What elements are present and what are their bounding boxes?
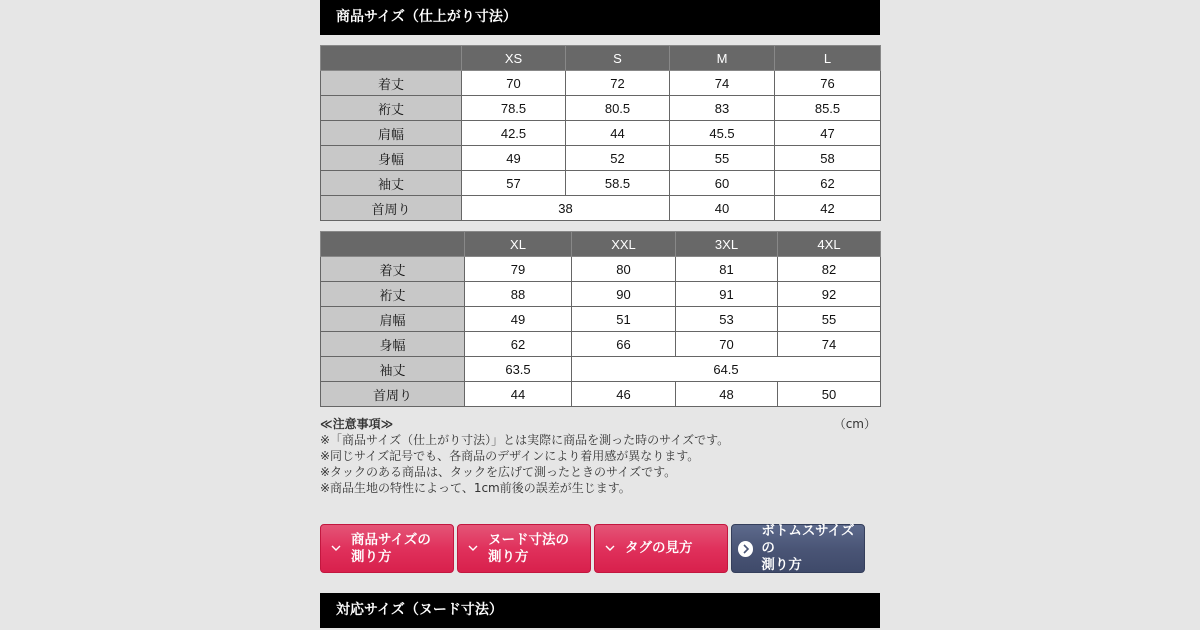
table-cell: 42.5	[462, 121, 566, 146]
size-header: XXL	[572, 232, 676, 257]
table-cell: 90	[572, 282, 676, 307]
table-cell: 79	[465, 257, 572, 282]
table-row	[321, 282, 881, 307]
table-cell: 46	[572, 382, 676, 407]
table-cell: 52	[566, 146, 670, 171]
table-cell: 62	[775, 171, 881, 196]
size-table-1	[320, 45, 881, 221]
size-header: XL	[465, 232, 572, 257]
how-to-read-tag-button[interactable]	[594, 524, 728, 573]
table-cell: 85.5	[775, 96, 881, 121]
table-cell: 83	[670, 96, 775, 121]
table-row	[321, 121, 881, 146]
table-cell: 57	[462, 171, 566, 196]
table-cell: 62	[465, 332, 572, 357]
table-cell: 40	[670, 196, 775, 221]
button-label-line1: ヌード寸法の	[488, 531, 569, 548]
unit-label: （cm）	[833, 417, 876, 431]
table-cell: 60	[670, 171, 775, 196]
table-cell: 50	[778, 382, 881, 407]
table-row	[321, 257, 881, 282]
measure-bottoms-size-button[interactable]	[731, 524, 865, 573]
row-label: 着丈	[321, 71, 462, 96]
row-label: 袖丈	[321, 171, 462, 196]
table-cell: 80.5	[566, 96, 670, 121]
chevron-down-icon	[603, 542, 617, 556]
size-header: M	[670, 46, 775, 71]
row-label: 裄丈	[321, 96, 462, 121]
table-cell: 63.5	[465, 357, 572, 382]
button-label-line1: 商品サイズの	[351, 531, 431, 548]
table-cell: 82	[778, 257, 881, 282]
next-section-title: 対応サイズ（ヌード寸法）	[320, 593, 880, 628]
table-cell: 91	[676, 282, 778, 307]
table-cell: 72	[566, 71, 670, 96]
size-table-2	[320, 231, 881, 407]
notes-heading: ≪注意事項≫	[320, 417, 394, 431]
table-cell: 51	[572, 307, 676, 332]
table-row	[321, 96, 881, 121]
row-label: 首周り	[321, 196, 462, 221]
table-cell: 70	[676, 332, 778, 357]
table-cell: 42	[775, 196, 881, 221]
measure-product-size-button[interactable]	[320, 524, 454, 573]
table-cell: 81	[676, 257, 778, 282]
size-header: 3XL	[676, 232, 778, 257]
table-cell: 88	[465, 282, 572, 307]
circle-arrow-right-icon	[738, 541, 753, 557]
row-label: 着丈	[321, 257, 465, 282]
table-cell: 55	[778, 307, 881, 332]
table-row	[321, 332, 881, 357]
table-row	[321, 146, 881, 171]
table-cell: 47	[775, 121, 881, 146]
table-header-row	[321, 46, 881, 71]
row-label: 肩幅	[321, 121, 462, 146]
note-line: ※商品生地の特性によって、1cm前後の誤差が生じます。	[320, 481, 631, 495]
note-line: ※「商品サイズ（仕上がり寸法）」とは実際に商品を測った時のサイズです。	[320, 433, 730, 447]
table-cell: 70	[462, 71, 566, 96]
table-cell: 80	[572, 257, 676, 282]
table-cell: 78.5	[462, 96, 566, 121]
table-cell: 44	[566, 121, 670, 146]
row-label: 袖丈	[321, 357, 465, 382]
table-cell: 44	[465, 382, 572, 407]
size-header: 4XL	[778, 232, 881, 257]
size-header: S	[566, 46, 670, 71]
table-cell: 58.5	[566, 171, 670, 196]
table-row	[321, 307, 881, 332]
table-row	[321, 357, 881, 382]
header-corner	[321, 46, 462, 71]
table-cell: 48	[676, 382, 778, 407]
size-header: XS	[462, 46, 566, 71]
measure-nude-size-button[interactable]	[457, 524, 591, 573]
header-corner	[321, 232, 465, 257]
button-label-line1: ボトムスサイズの	[761, 523, 855, 556]
table-cell: 38	[462, 196, 670, 221]
table-header-row	[321, 232, 881, 257]
table-cell: 49	[465, 307, 572, 332]
table-cell: 58	[775, 146, 881, 171]
table-row	[321, 71, 881, 96]
row-label: 肩幅	[321, 307, 465, 332]
table-row	[321, 171, 881, 196]
chevron-down-icon	[466, 542, 480, 556]
button-label-line2: 測り方	[351, 548, 392, 565]
row-label: 身幅	[321, 146, 462, 171]
table-cell: 74	[778, 332, 881, 357]
table-row	[321, 382, 881, 407]
table-cell: 92	[778, 282, 881, 307]
size-guide	[320, 0, 880, 628]
guide-buttons	[320, 524, 880, 573]
table-cell: 64.5	[572, 357, 881, 382]
table-cell: 49	[462, 146, 566, 171]
note-line: ※タックのある商品は、タックを広げて測ったときのサイズです。	[320, 465, 677, 479]
notes	[320, 416, 880, 496]
size-header: L	[775, 46, 881, 71]
row-label: 首周り	[321, 382, 465, 407]
row-label: 裄丈	[321, 282, 465, 307]
table-cell: 53	[676, 307, 778, 332]
row-label: 身幅	[321, 332, 465, 357]
button-label-line2: 測り方	[488, 548, 529, 565]
note-line: ※同じサイズ記号でも、各商品のデザインにより着用感が異なります。	[320, 449, 700, 463]
chevron-down-icon	[329, 542, 343, 556]
table-cell: 74	[670, 71, 775, 96]
table-cell: 76	[775, 71, 881, 96]
button-label: タグの見方	[625, 540, 693, 556]
table-cell: 55	[670, 146, 775, 171]
table-cell: 66	[572, 332, 676, 357]
button-label-line2: 測り方	[761, 557, 802, 573]
table-row	[321, 196, 881, 221]
table-cell: 45.5	[670, 121, 775, 146]
section-title: 商品サイズ（仕上がり寸法）	[320, 0, 880, 35]
